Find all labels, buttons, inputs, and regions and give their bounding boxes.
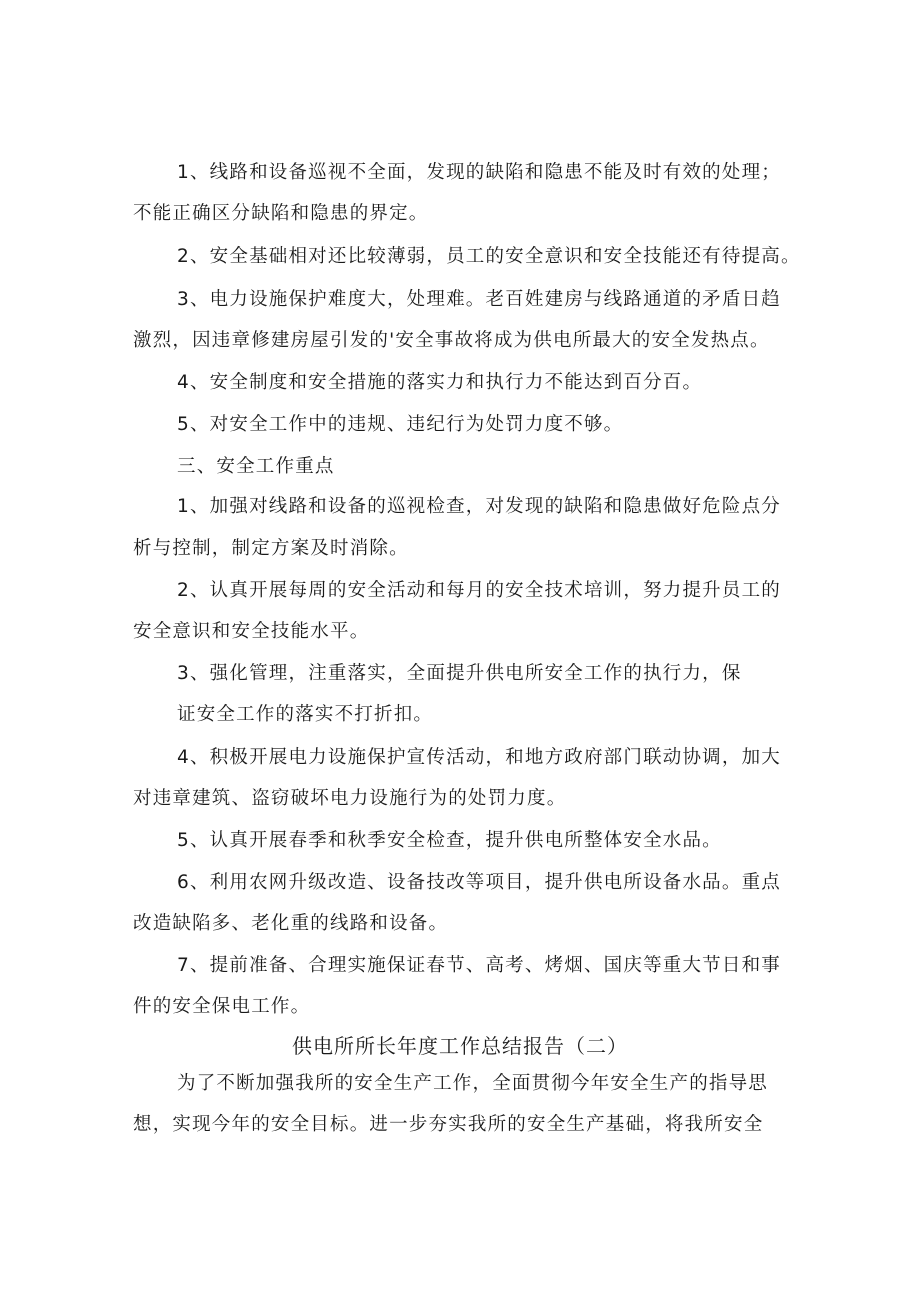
paragraph-line: 不能正确区分缺陷和隐患的界定。 [133,203,429,224]
paragraph-line: 安全意识和安全技能水平。 [133,621,370,642]
paragraph-line: 析与控制，制定方案及时消除。 [133,538,409,559]
paragraph-line: 6、利用农网升级改造、设备技改等项目，提升供电所设备水品。重点 [177,872,781,893]
paragraph-line: 5、认真开展春季和秋季安全检查，提升供电所整体安全水品。 [177,830,722,851]
paragraph-line: 2、认真开展每周的安全活动和每月的安全技术培训，努力提升员工的 [177,580,781,601]
paragraph-line: 1、线路和设备巡视不全面，发现的缺陷和隐患不能及时有效的处理； [177,162,781,183]
paragraph-line: 4、积极开展电力设施保护宣传活动，和地方政府部门联动协调，加大 [177,747,781,768]
paragraph-line: 1、加强对线路和设备的巡视检查，对发现的缺陷和隐患做好危险点分 [177,496,781,517]
section-heading: 三、安全工作重点 [177,456,335,477]
report-title: 供电所所长年度工作总结报告（二） [292,1034,628,1058]
paragraph-line: 想，实现今年的安全目标。进一步夯实我所的安全生产基础，将我所安全 [133,1114,764,1135]
paragraph-line: 件的安全保电工作。 [133,996,311,1017]
paragraph-line: 3、电力设施保护难度大，处理难。老百姓建房与线路通道的矛盾日趋 [177,289,781,310]
paragraph-line: 3、强化管理，注重落实，全面提升供电所安全工作的执行力，保 [177,663,742,684]
paragraph-line: 2、安全基础相对还比较薄弱，员工的安全意识和安全技能还有待提高。 [177,246,801,267]
paragraph-line: 7、提前准备、合理实施保证春节、高考、烤烟、国庆等重大节日和事 [177,955,781,976]
paragraph-line: 改造缺陷多、老化重的线路和设备。 [133,913,449,934]
paragraph-line: 证安全工作的落实不打折扣。 [177,704,434,725]
paragraph-line: 4、安全制度和安全措施的落实力和执行力不能达到百分百。 [177,372,703,393]
paragraph-line: 对违章建筑、盗窃破坏电力设施行为的处罚力度。 [133,788,567,809]
paragraph-line: 为了不断加强我所的安全生产工作，全面贯彻今年安全生产的指导思 [177,1073,769,1094]
paragraph-line: 激烈，因违章修建房屋引发的'安全事故将成为供电所最大的安全发热点。 [133,330,770,351]
paragraph-line: 5、对安全工作中的违规、违纪行为处罚力度不够。 [177,414,624,435]
